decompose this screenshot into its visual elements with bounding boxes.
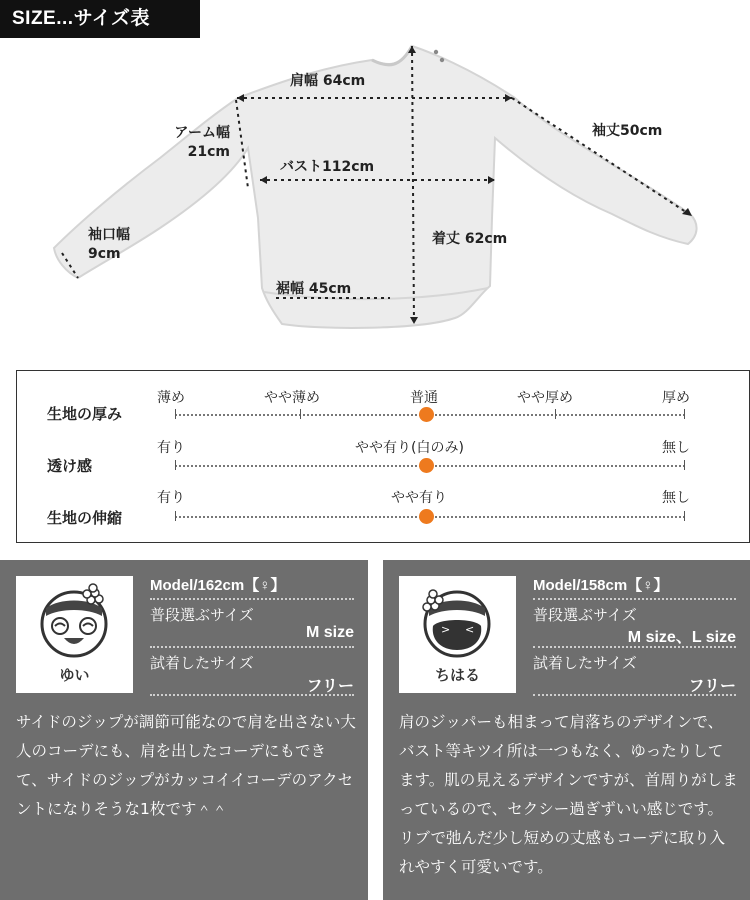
model-info — [150, 560, 354, 700]
sweatshirt-illustration — [0, 38, 750, 360]
usual-size-label: 普段選ぶサイズ — [533, 606, 637, 624]
tried-size-value: フリー — [306, 678, 354, 695]
stretch-yes: 有り — [157, 490, 185, 506]
svg-text:>: > — [441, 623, 451, 636]
thickness-slightly-thick: やや厚め — [517, 390, 573, 406]
shoulder-width-label: 肩幅 64cm — [290, 73, 366, 89]
model-comment: サイドのジップが調節可能なので肩を出さない大人のコーデにも、肩を出したコーデにもできて、サイドのジップがカッコイイコーデのアクセントになりそうな1枚です＾＾ — [16, 713, 356, 818]
garment-diagram — [0, 38, 750, 360]
stretch-label: 生地の伸縮 — [47, 509, 123, 527]
cuff-value: 9cm — [88, 246, 121, 262]
svg-text:<: < — [465, 623, 475, 636]
thickness-thin: 薄め — [157, 390, 185, 406]
stretch-no: 無し — [662, 490, 690, 506]
model-card-yui — [0, 560, 368, 900]
avatar — [16, 576, 133, 693]
sheerness-marker — [419, 458, 434, 473]
sheerness-label: 透け感 — [47, 457, 93, 475]
thickness-marker — [419, 407, 434, 422]
arm-hole-value: 21cm — [187, 144, 230, 160]
model-info — [533, 560, 736, 700]
usual-size-label: 普段選ぶサイズ — [150, 606, 254, 624]
tried-size-value: フリー — [688, 678, 736, 695]
tried-size-label: 試着したサイズ — [533, 654, 637, 672]
model-height-title: Model/158cm【♀】 — [533, 577, 669, 594]
thickness-slightly-thin: やや薄め — [264, 390, 320, 406]
model-name: ゆい — [59, 666, 90, 684]
thickness-thick: 厚め — [662, 390, 690, 406]
bust-label: バスト112cm — [280, 159, 375, 175]
thickness-label: 生地の厚み — [47, 405, 123, 423]
model-height-title: Model/162cm【♀】 — [150, 577, 286, 594]
avatar — [399, 576, 516, 693]
sleeve-length-label: 袖丈50cm — [592, 123, 663, 139]
sweatshirt-shape — [54, 46, 697, 328]
sheer-slightly: やや有り(白のみ) — [355, 440, 464, 456]
fabric-panel — [16, 370, 750, 543]
length-label: 着丈 62cm — [432, 231, 508, 247]
thickness-normal: 普通 — [410, 390, 438, 406]
model-comment: 肩のジッパーも相まって肩落ちのデザインで、バスト等キツイ所は一つもなく、ゆったりしてます。肌の見えるデザインですが、首周りがしまっているので、セクシー過ぎずいい感じです。リブで弛んだ少し短めの丈感もコーデに取り入れやすく可愛いです。 — [399, 713, 738, 876]
model-name: ちはる — [434, 666, 480, 684]
hem-width-label: 裾幅 45cm — [276, 281, 352, 297]
sheer-yes: 有り — [157, 440, 185, 456]
arm-hole-label: アーム幅 — [174, 125, 230, 141]
cuff-label: 袖口幅 — [88, 227, 130, 243]
sheer-no: 無し — [662, 440, 690, 456]
model-card-chiharu — [383, 560, 750, 900]
size-chart-tag: SIZE...サイズ表 — [0, 0, 200, 38]
usual-size-value: M size、L size — [627, 629, 736, 646]
stretch-marker — [419, 509, 434, 524]
usual-size-value: M size — [305, 624, 354, 641]
stretch-slightly: やや有り — [391, 490, 447, 506]
tried-size-label: 試着したサイズ — [150, 654, 254, 672]
